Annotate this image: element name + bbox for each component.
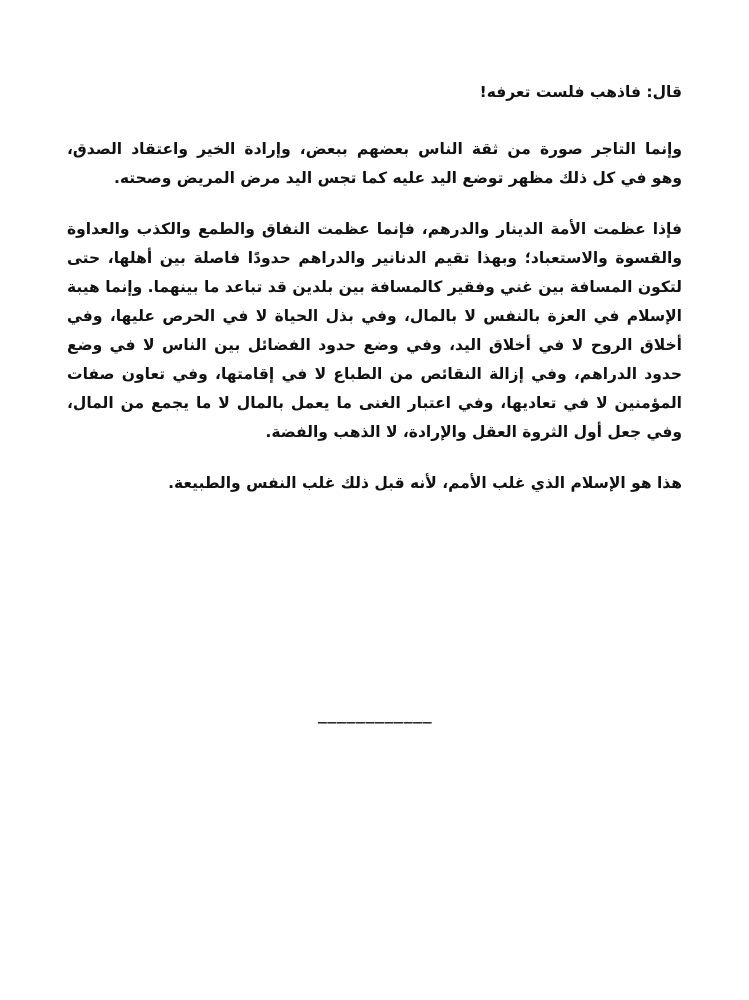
paragraph-line: فإذا عظمت الأمة الدينار والدرهم، فإنما عظمت النفاق والطمع والكذب والعداوة: [67, 220, 682, 238]
dialogue-line: قال: فاذهب فلست تعرفه!: [479, 83, 682, 101]
document-page: [67, 78, 682, 520]
paragraph-wealth: [67, 215, 682, 447]
paragraph-line: وفي جعل أول الثروة العقل والإرادة، لا الذهب والفضة.: [265, 423, 682, 441]
paragraph-line: حدود الدراهم، وفي إزالة النقائص من الطباع لا في إقامتها، وفي تعاون صفات: [67, 365, 682, 383]
paragraph-merchant: [67, 135, 682, 193]
paragraph-line: هذا هو الإسلام الذي غلب الأمم، لأنه قبل ذلك غلب النفس والطبيعة.: [168, 474, 682, 492]
paragraph-line: والقسوة والاستعباد؛ وبهذا تقيم الدنانير والدراهم حدودًا فاصلة بين أهلها، حتى: [67, 249, 682, 267]
paragraph-line: لتكون المسافة بين غني وفقير كالمسافة بين بلدين قد تباعد ما بينهما. وإنما هيبة: [67, 278, 682, 296]
paragraph-line: الإسلام في العزة بالنفس لا بالمال، وفي بذل الحياة لا في الحرص عليها، وفي: [67, 307, 682, 325]
paragraph-line: وهو في كل ذلك مظهر توضع اليد عليه كما تجس اليد مرض المريض وصحته.: [113, 169, 682, 187]
paragraph-line: المؤمنين لا في تعاديها، وفي اعتبار الغنى ما يعمل بالمال لا ما يجمع من المال،: [67, 394, 682, 412]
section-separator: ____________: [317, 706, 433, 724]
paragraph-conclusion: [67, 469, 682, 498]
paragraph-line: أخلاق الروح لا في أخلاق اليد، وفي وضع حدود الفضائل بين الناس لا في وضع: [67, 336, 682, 354]
paragraph-line: وإنما التاجر صورة من ثقة الناس بعضهم ببعض، وإرادة الخير واعتقاد الصدق،: [67, 140, 682, 158]
